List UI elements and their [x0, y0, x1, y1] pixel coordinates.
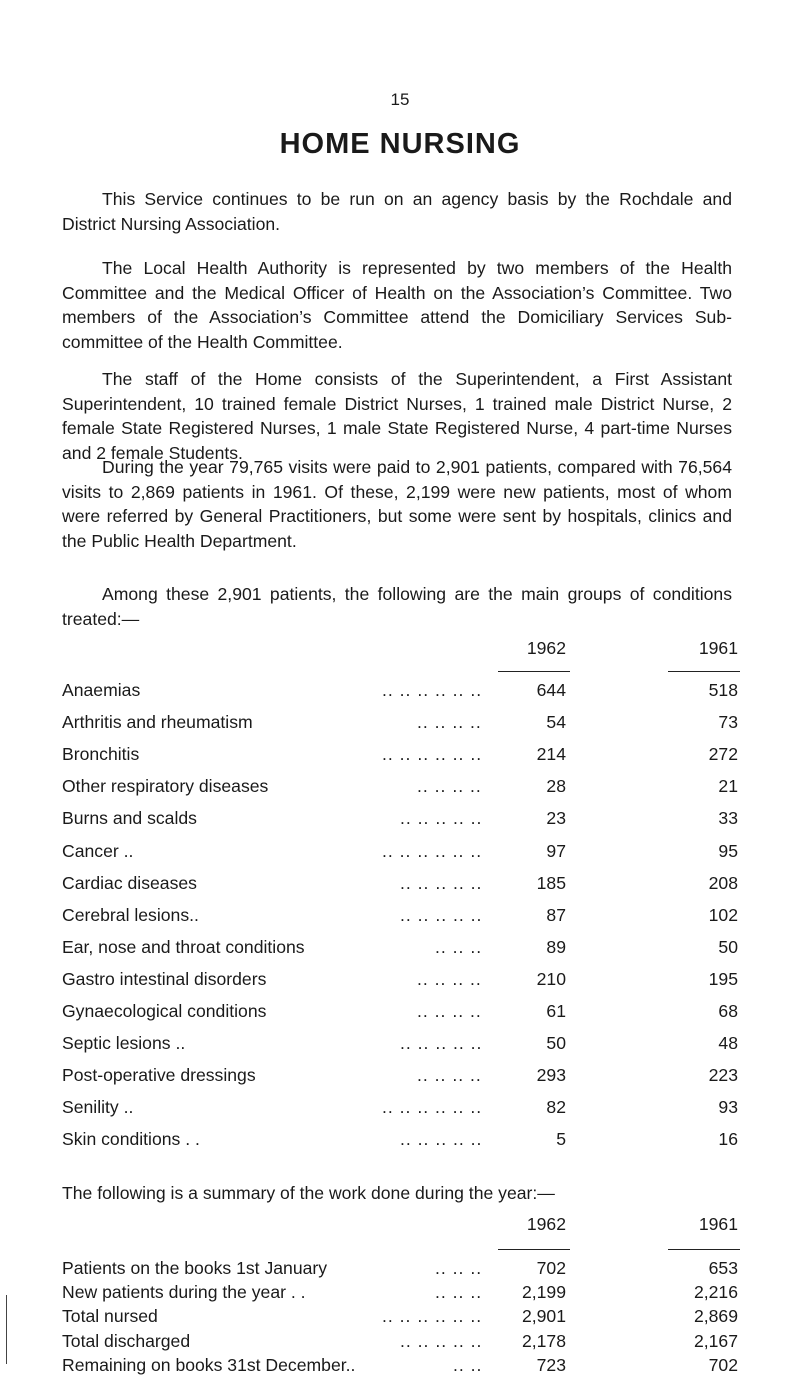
value-1961: 223	[708, 1065, 738, 1086]
row-label: Cardiac diseases	[62, 872, 197, 893]
paragraph	[62, 582, 732, 631]
value-1961: 2,869	[693, 1306, 738, 1327]
rule-1962	[498, 671, 570, 672]
summary-intro	[62, 1183, 742, 1204]
row-leader-dots: .. .. ..	[435, 1258, 483, 1278]
value-1962: 210	[536, 968, 566, 989]
row-leader-dots: .. .. .. .. .. ..	[382, 744, 483, 765]
row-leader-dots: .. .. .. ..	[417, 712, 482, 733]
summary-rule-1961	[668, 1249, 740, 1250]
value-1961: 50	[718, 936, 738, 957]
table-row	[62, 1306, 742, 1328]
row-label: New patients during the year . .	[62, 1282, 306, 1303]
row-leader-dots: .. .. .. .. ..	[400, 904, 483, 925]
row-leader-dots: .. .. .. .. ..	[400, 1129, 483, 1150]
table-row	[62, 680, 742, 702]
value-1962: 293	[536, 1065, 566, 1086]
table-row	[62, 873, 742, 895]
paragraph	[62, 187, 732, 236]
table-row	[62, 1258, 742, 1280]
summary-intro-text: The following is a summary of the work done during the year:—	[62, 1183, 555, 1203]
row-label: Other respiratory diseases	[62, 776, 269, 797]
table-row	[62, 1065, 742, 1087]
paragraph-text: During the year 79,765 visits were paid to 2,901 patients, compared with 76,564 visits to 2,869 patients in 1961. Of these, 2,199 were new patients, most of whom were referred by General Practitioners, but some were sent by hospitals, clinics and the Public Health Department.	[62, 457, 732, 551]
value-1962: 5	[556, 1129, 566, 1150]
row-leader-dots: .. .. .. ..	[417, 1065, 482, 1086]
row-label: Arthritis and rheumatism	[62, 712, 253, 733]
row-leader-dots: .. .. .. .. .. ..	[382, 1306, 483, 1327]
value-1962: 644	[536, 680, 566, 700]
value-1962: 2,199	[521, 1282, 566, 1303]
rule-1961	[668, 671, 740, 672]
table-row	[62, 1129, 742, 1151]
value-1961: 102	[708, 904, 738, 925]
page-title: HOME NURSING	[279, 128, 521, 160]
page-number: 15	[390, 90, 410, 109]
row-label: Post-operative dressings	[62, 1065, 256, 1086]
row-leader-dots: .. .. .. .. ..	[400, 872, 483, 893]
value-1962: 28	[546, 776, 566, 797]
row-leader-dots: .. .. .. .. .. ..	[382, 680, 483, 700]
row-label: Total discharged	[62, 1330, 191, 1351]
summary-rule-1962	[498, 1249, 570, 1250]
value-1962: 185	[536, 872, 566, 893]
value-1961: 21	[718, 776, 738, 797]
paragraph-text: This Service continues to be run on an agency basis by the Rochdale and District Nursing Association.	[62, 189, 732, 234]
value-1961: 208	[708, 872, 738, 893]
paragraph-text: The Local Health Authority is represented by two members of the Health Committee and the Medical Officer of Health on the Association’s Committee. Two members of the Association’s Committee attend the Domiciliary Services Sub-committee of the Health Committee.	[62, 258, 732, 352]
value-1961: 33	[718, 808, 738, 829]
row-leader-dots: .. .. .. .. ..	[400, 1330, 483, 1351]
row-label: Bronchitis	[62, 744, 140, 765]
table-row	[62, 776, 742, 798]
table-row	[62, 712, 742, 734]
paragraph-text: Among these 2,901 patients, the following are the main groups of conditions treated:—	[62, 584, 732, 629]
row-leader-dots: .. .. .. .. ..	[400, 808, 483, 829]
table-row	[62, 1033, 742, 1055]
value-1961: 702	[708, 1354, 738, 1375]
table-row	[62, 1097, 742, 1119]
table-row	[62, 937, 742, 959]
value-1962: 87	[546, 904, 566, 925]
value-1961: 2,216	[693, 1282, 738, 1303]
table-row	[62, 841, 742, 863]
table-row	[62, 1331, 742, 1353]
table-row	[62, 744, 742, 766]
row-label: Total nursed	[62, 1306, 158, 1327]
value-1962: 82	[546, 1097, 566, 1118]
value-1961: 68	[718, 1001, 738, 1021]
value-1961: 93	[718, 1097, 738, 1118]
row-leader-dots: .. .. .. ..	[417, 1001, 482, 1021]
row-label: Ear, nose and throat conditions	[62, 936, 305, 957]
row-leader-dots: .. .. ..	[435, 936, 483, 957]
row-label: Cancer ..	[62, 840, 134, 861]
value-1961: 73	[718, 712, 738, 733]
value-1962: 61	[546, 1001, 566, 1021]
value-1962: 2,178	[521, 1330, 566, 1351]
row-label: Burns and scalds	[62, 808, 197, 829]
value-1961: 518	[708, 680, 738, 700]
row-label: Gynaecological conditions	[62, 1001, 267, 1021]
table-row	[62, 969, 742, 991]
row-label: Skin conditions . .	[62, 1129, 200, 1150]
value-1961: 16	[718, 1129, 738, 1150]
value-1962: 723	[536, 1354, 566, 1375]
table-row	[62, 1282, 742, 1304]
value-1961: 653	[708, 1258, 738, 1278]
value-1962: 214	[536, 744, 566, 765]
value-1962: 54	[546, 712, 566, 733]
row-label: Senility ..	[62, 1097, 134, 1118]
row-leader-dots: .. .. .. .. .. ..	[382, 840, 483, 861]
table-row	[62, 808, 742, 830]
value-1961: 2,167	[693, 1330, 738, 1351]
paragraph	[62, 455, 732, 553]
row-leader-dots: .. .. .. .. .. ..	[382, 1097, 483, 1118]
row-leader-dots: .. .. .. ..	[417, 968, 482, 989]
conditions-col-1961: 1961	[698, 638, 738, 658]
value-1962: 97	[546, 840, 566, 861]
value-1961: 272	[708, 744, 738, 765]
value-1962: 23	[546, 808, 566, 829]
value-1962: 89	[546, 936, 566, 957]
paragraph	[62, 256, 732, 354]
row-leader-dots: .. .. ..	[435, 1282, 483, 1303]
scan-margin-line	[6, 1295, 7, 1364]
row-label: Gastro intestinal disorders	[62, 968, 267, 989]
value-1962: 2,901	[521, 1306, 566, 1327]
value-1961: 195	[708, 968, 738, 989]
value-1962: 50	[546, 1033, 566, 1054]
row-leader-dots: .. .. .. ..	[417, 776, 482, 797]
row-label: Septic lesions ..	[62, 1033, 186, 1054]
paragraph	[62, 367, 732, 465]
table-row	[62, 905, 742, 927]
row-label: Cerebral lesions..	[62, 904, 199, 925]
paragraph-text: The staff of the Home consists of the Superintendent, a First Assistant Superintendent, 10 trained female District Nurses, 1 trained male District Nurse, 2 female State Registered Nurses, 1 male State Registered Nurse, 4 part-time Nurses and 2 female Students.	[62, 369, 732, 463]
conditions-col-1962: 1962	[526, 638, 566, 658]
row-label: Patients on the books 1st January	[62, 1258, 328, 1278]
value-1961: 95	[718, 840, 738, 861]
row-leader-dots: .. .. .. .. ..	[400, 1033, 483, 1054]
value-1961: 48	[718, 1033, 738, 1054]
summary-col-1961: 1961	[698, 1214, 738, 1234]
table-row	[62, 1355, 742, 1377]
row-leader-dots: .. ..	[453, 1354, 483, 1375]
value-1962: 702	[536, 1258, 566, 1278]
table-row	[62, 1001, 742, 1023]
row-label: Remaining on books 31st December..	[62, 1354, 356, 1375]
row-label: Anaemias	[62, 680, 141, 700]
summary-col-1962: 1962	[526, 1214, 566, 1234]
